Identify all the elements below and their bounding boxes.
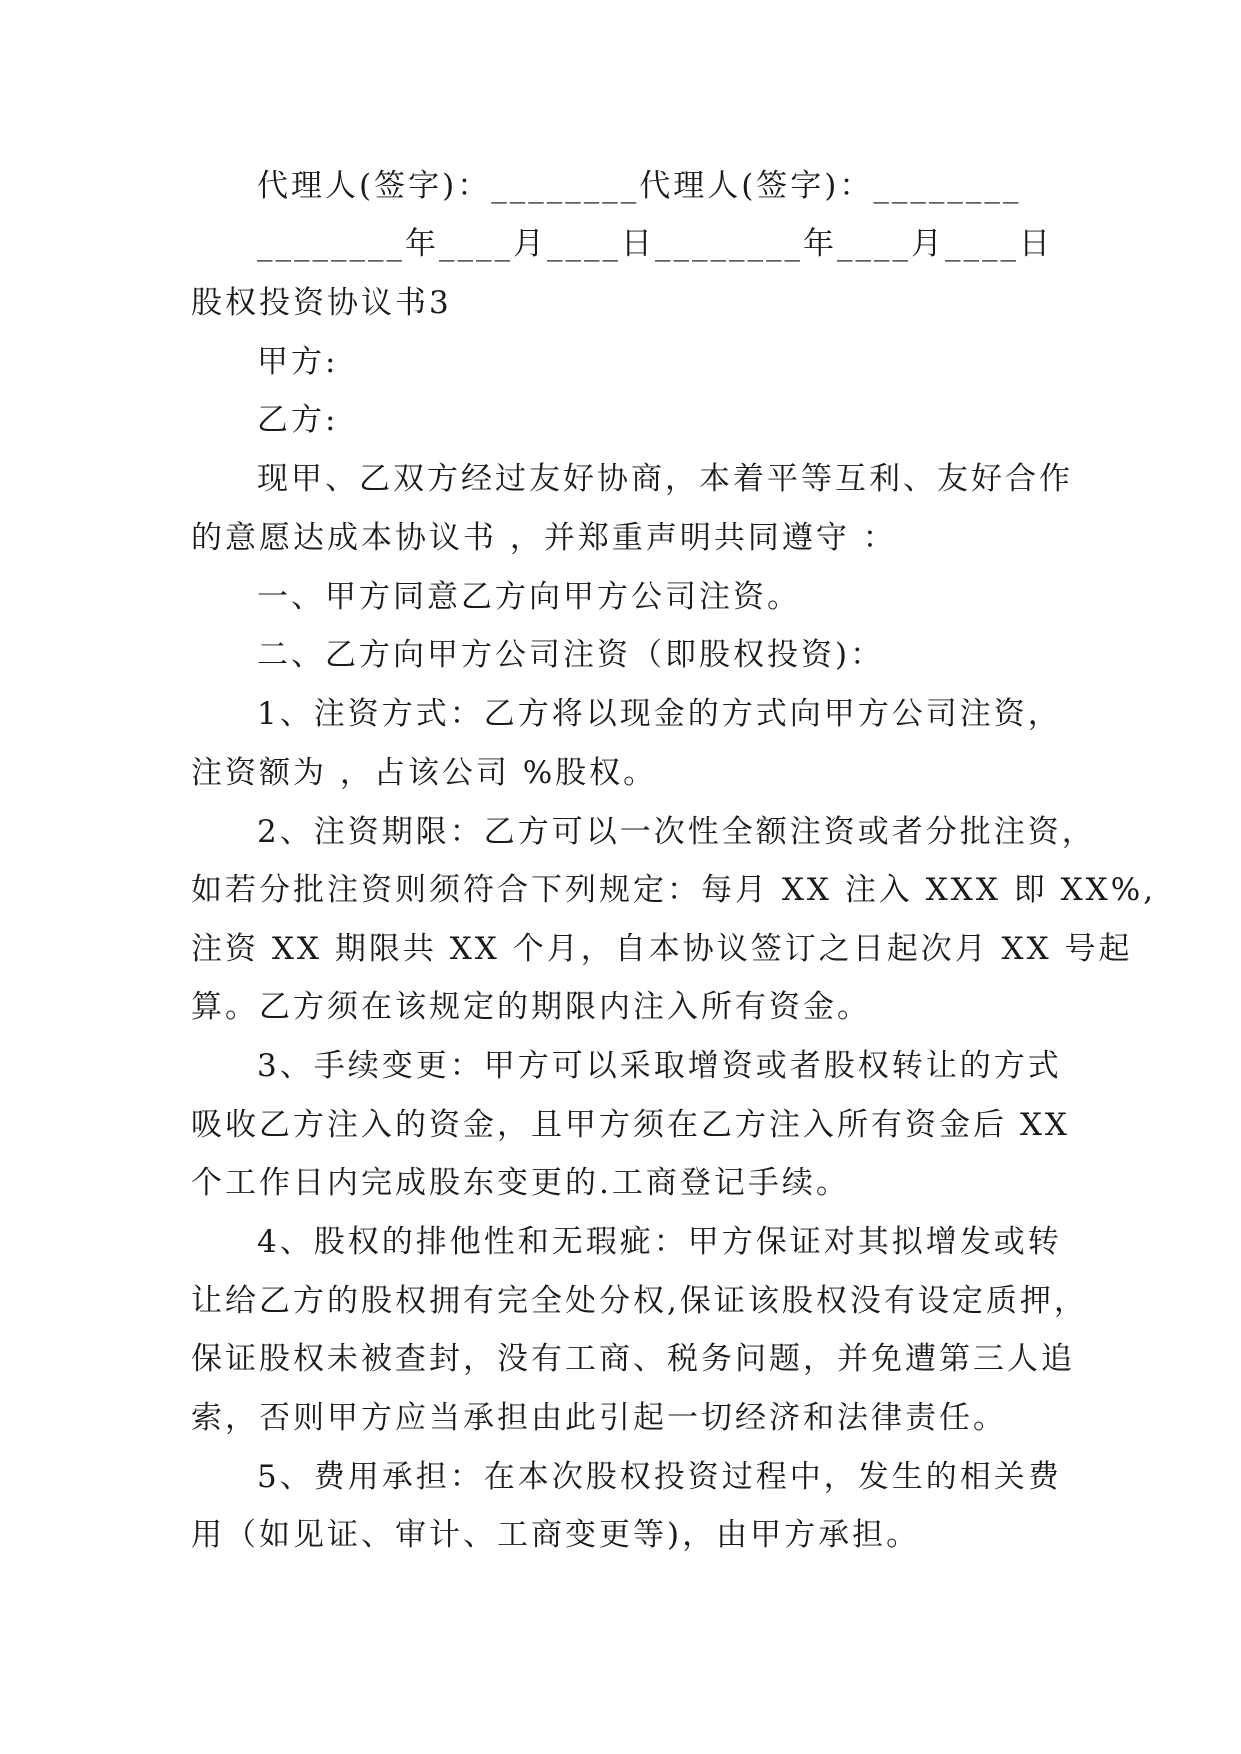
item-2-line: 如若分批注资则须符合下列规定：每月 XX 注入 XXX 即 XX%, bbox=[191, 872, 1157, 908]
document-title: 股权投资协议书3 bbox=[191, 285, 452, 321]
item-5-line: 5、费用承担：在本次股权投资过程中，发生的相关费 bbox=[257, 1459, 1062, 1495]
item-5-line: 用（如见证、审计、工商变更等)，由甲方承担。 bbox=[191, 1517, 921, 1553]
item-4-line: 4、股权的排他性和无瑕疵：甲方保证对其拟增发或转 bbox=[257, 1224, 1062, 1260]
item-2-line: 算。乙方须在该规定的期限内注入所有资金。 bbox=[191, 989, 871, 1025]
clause-2: 二、乙方向甲方公司注资（即股权投资)： bbox=[257, 637, 885, 673]
party-b-label: 乙方: bbox=[257, 402, 339, 438]
clause-1: 一、甲方同意乙方向甲方公司注资。 bbox=[257, 579, 801, 615]
item-3-line: 3、手续变更：甲方可以采取增资或者股权转让的方式 bbox=[257, 1048, 1062, 1084]
paragraph-line: 的意愿达成本协议书 ，并郑重声明共同遵守 ： bbox=[191, 520, 897, 556]
item-3-line: 个工作日内完成股东变更的.工商登记手续。 bbox=[191, 1165, 850, 1201]
paragraph-line: 现甲、乙双方经过友好协商，本着平等互利、友好合作 bbox=[257, 461, 1073, 497]
item-4-line: 让给乙方的股权拥有完全处分权,保证该股权没有设定质押， bbox=[191, 1283, 1088, 1319]
item-1-line: 1、注资方式：乙方将以现金的方式向甲方公司注资， bbox=[257, 696, 1062, 732]
item-4-line: 索，否则甲方应当承担由此引起一切经济和法律责任。 bbox=[191, 1400, 1007, 1436]
item-2-line: 2、注资期限：乙方可以一次性全额注资或者分批注资， bbox=[257, 814, 1096, 850]
signature-line-agents: 代理人(签字)：________代理人(签字)：________ bbox=[257, 168, 1022, 204]
date-line: ________年____月____日________年____月____日 bbox=[257, 226, 1053, 262]
item-4-line: 保证股权未被查封，没有工商、税务问题，并免遭第三人追 bbox=[191, 1341, 1075, 1377]
item-2-line: 注资 XX 期限共 XX 个月，自本协议签订之日起次月 XX 号起 bbox=[191, 931, 1133, 967]
item-1-line: 注资额为 ，占该公司 %股权。 bbox=[191, 755, 658, 791]
item-3-line: 吸收乙方注入的资金，且甲方须在乙方注入所有资金后 XX bbox=[191, 1107, 1070, 1143]
party-a-label: 甲方: bbox=[257, 344, 339, 380]
